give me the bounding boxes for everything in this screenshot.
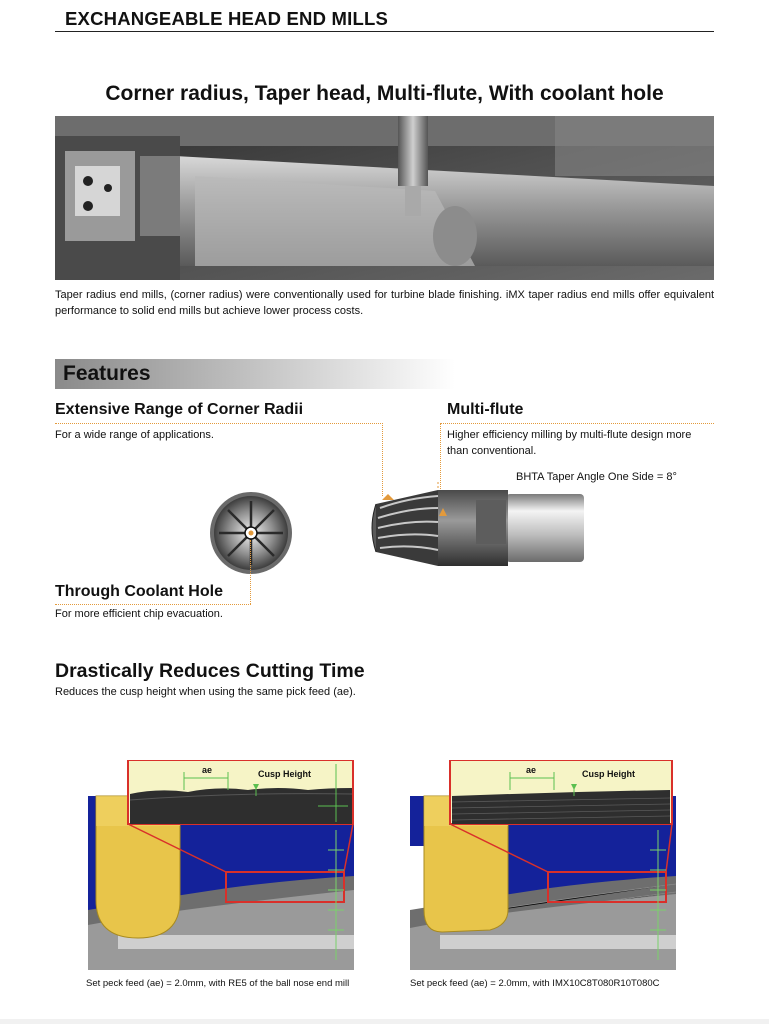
simulation-ball-nose	[88, 760, 354, 970]
header-bar	[55, 6, 714, 32]
cutting-time-subtitle: Reduces the cusp height when using the same pick feed (ae).	[55, 686, 356, 698]
multi-flute-underline	[440, 423, 714, 424]
ae-label: ae	[202, 765, 213, 775]
caption-ball-nose: Set peck feed (ae) = 2.0mm, with RE5 of the ball nose end mill	[86, 978, 350, 989]
page-title: Corner radius, Taper head, Multi-flute, With coolant hole	[105, 82, 664, 105]
footer-strip	[0, 1019, 769, 1024]
multi-flute-desc-line2: than conventional.	[447, 445, 537, 457]
coolant-hole-title: Through Coolant Hole	[55, 583, 223, 600]
header-title: EXCHANGEABLE HEAD END MILLS	[65, 8, 388, 29]
coolant-hole-desc: For more efficient chip evacuation.	[55, 608, 223, 620]
corner-radii-underline	[55, 423, 383, 424]
multi-flute-title: Multi-flute	[447, 401, 524, 418]
corner-radii-desc: For a wide range of applications.	[55, 429, 214, 441]
tool-end-view	[205, 488, 297, 578]
simulation-imx	[410, 760, 676, 970]
simulation-ball-nose-art	[88, 760, 354, 970]
features-title: Features	[63, 362, 151, 385]
cutting-time-title: Drastically Reduces Cutting Time	[55, 660, 365, 682]
caption-imx: Set peck feed (ae) = 2.0mm, with IMX10C8T080R10T080C	[410, 978, 660, 989]
coolant-leader	[250, 540, 251, 604]
intro-text: Taper radius end mills, (corner radius) were conventionally used for turbine blade finishing. iMX taper radius end mills offer equivalent performance to solid end mills but achieve lower process costs.	[55, 289, 714, 317]
ae-label: ae	[526, 765, 537, 775]
multi-flute-desc-line1: Higher efficiency milling by multi-flute design more	[447, 429, 692, 441]
cusp-height-label: Cusp Height	[582, 769, 635, 779]
features-banner	[55, 359, 455, 389]
tool-side-view	[368, 478, 588, 578]
cusp-height-label: Cusp Height	[258, 769, 311, 779]
taper-angle-callout: BHTA Taper Angle One Side = 8°	[516, 471, 677, 483]
multi-flute-desc	[447, 427, 691, 459]
coolant-underline	[55, 604, 251, 605]
machining-photo-art	[55, 116, 714, 280]
simulation-imx-art	[410, 760, 676, 970]
machining-photo	[55, 116, 714, 280]
corner-radii-title: Extensive Range of Corner Radii	[55, 401, 304, 418]
